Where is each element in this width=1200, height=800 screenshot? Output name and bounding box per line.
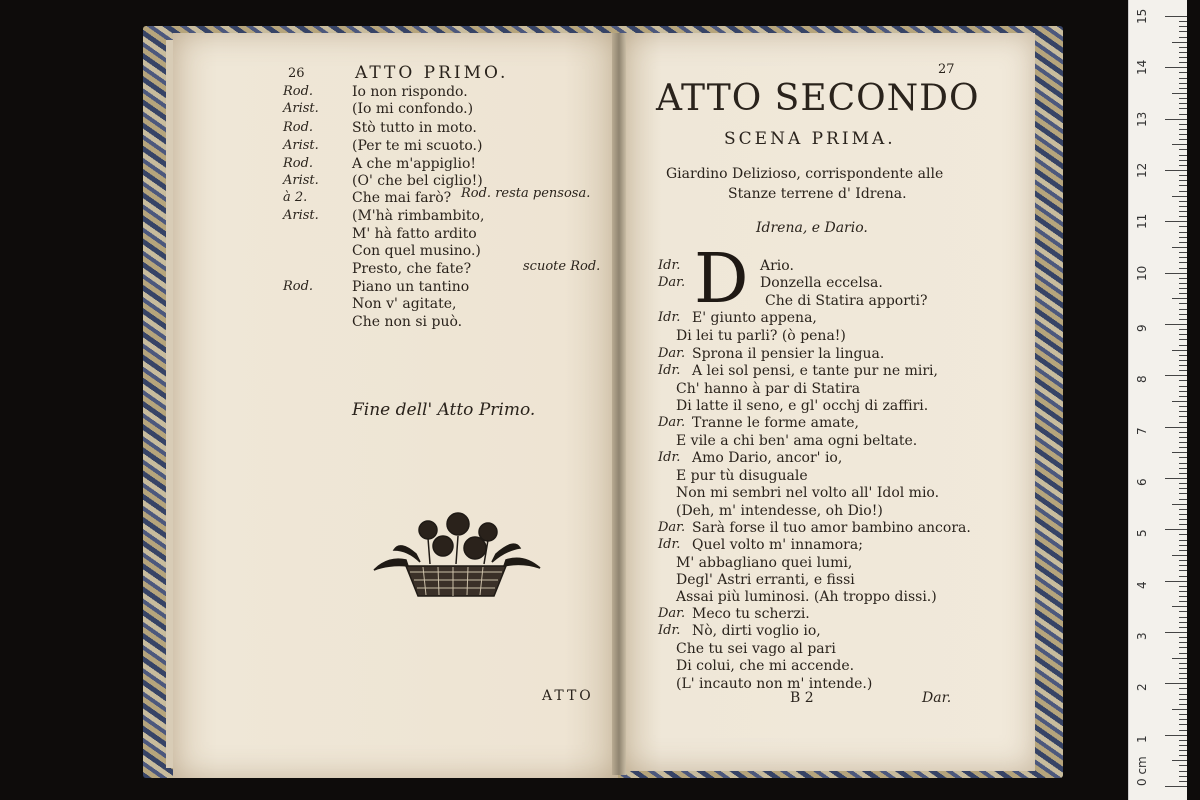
ruler-tick <box>1179 47 1187 48</box>
ruler-tick <box>1179 699 1187 700</box>
ruler-label: 12 <box>1135 162 1149 178</box>
ruler-tick <box>1165 170 1187 171</box>
ruler-tick <box>1179 303 1187 304</box>
verse-line: E pur tù disuguale <box>676 468 808 484</box>
ruler-tick <box>1165 324 1187 325</box>
speaker-label: Dar. <box>658 275 686 290</box>
ruler-tick <box>1179 396 1187 397</box>
ruler-tick <box>1172 298 1187 299</box>
speaker-label: Arist. <box>283 173 319 188</box>
ruler-tick <box>1179 730 1187 731</box>
ruler-tick <box>1179 704 1187 705</box>
ruler-tick <box>1179 339 1187 340</box>
ruler-tick <box>1179 724 1187 725</box>
act-title: ATTO SECONDO <box>656 78 980 119</box>
ruler-tick <box>1179 201 1187 202</box>
ruler-tick <box>1165 786 1187 787</box>
verse-line: Meco tu scherzi. <box>692 606 810 622</box>
book-gutter <box>612 33 626 775</box>
speaker-label: Rod. <box>283 84 314 99</box>
flower-basket-ornament <box>368 510 544 602</box>
characters-line: Idrena, e Dario. <box>756 220 868 236</box>
ruler-tick <box>1179 509 1187 510</box>
verse-line: Piano un tantino <box>352 279 470 295</box>
setting-line: Stanze terrene d' Idrena. <box>728 186 907 202</box>
ruler-label: 4 <box>1135 581 1149 589</box>
ruler-tick <box>1179 88 1187 89</box>
ruler-label: 13 <box>1135 111 1149 127</box>
ruler-tick <box>1172 196 1187 197</box>
ruler-tick <box>1179 226 1187 227</box>
verse-line: Sarà forse il tuo amor bambino ancora. <box>692 520 971 536</box>
ruler-tick <box>1179 72 1187 73</box>
ruler-tick <box>1179 576 1187 577</box>
ruler-tick <box>1172 760 1187 761</box>
ruler-tick <box>1165 119 1187 120</box>
ruler-tick <box>1179 565 1187 566</box>
verse-line: Sprona il pensier la lingua. <box>692 346 885 362</box>
speaker-label: Arist. <box>283 101 319 116</box>
ruler-tick <box>1179 534 1187 535</box>
verse-line: Tranne le forme amate, <box>692 415 860 431</box>
ruler-tick <box>1179 155 1187 156</box>
stage-direction: Rod. resta pensosa. <box>461 186 591 201</box>
speaker-label: Dar. <box>658 606 686 621</box>
ruler-label: 3 <box>1135 632 1149 640</box>
left-catchword: ATTO <box>542 688 594 704</box>
ruler-tick <box>1179 714 1187 715</box>
ruler-tick <box>1179 216 1187 217</box>
ruler-tick <box>1165 735 1187 736</box>
verse-line: (O' che bel ciglio!) <box>352 173 483 189</box>
ruler-tick <box>1179 139 1187 140</box>
ruler-tick <box>1179 191 1187 192</box>
verse-line: Di colui, che mi accende. <box>676 658 855 674</box>
verse-line: Non mi sembri nel volto all' Idol mio. <box>676 485 940 501</box>
ruler-tick <box>1179 37 1187 38</box>
right-catchword: Dar. <box>922 690 952 706</box>
ruler-tick <box>1179 637 1187 638</box>
ruler-tick <box>1179 386 1187 387</box>
ruler-tick <box>1179 365 1187 366</box>
ruler-tick <box>1172 658 1187 659</box>
verse-line: Io non rispondo. <box>352 84 468 100</box>
ruler-tick <box>1179 488 1187 489</box>
ruler-tick <box>1179 765 1187 766</box>
ruler-tick <box>1179 237 1187 238</box>
ruler-tick <box>1179 411 1187 412</box>
verse-line: Donzella eccelsa. <box>760 275 883 291</box>
ruler-tick <box>1179 663 1187 664</box>
ruler-tick <box>1179 447 1187 448</box>
ruler-tick <box>1172 350 1187 351</box>
ruler-tick <box>1179 257 1187 258</box>
speaker-label: Idr. <box>658 310 681 325</box>
ruler-tick <box>1179 180 1187 181</box>
ruler-tick <box>1179 108 1187 109</box>
ruler-tick <box>1179 627 1187 628</box>
ruler-tick <box>1179 319 1187 320</box>
ruler-label: 9 <box>1135 324 1149 332</box>
ruler-tick <box>1179 622 1187 623</box>
ruler-tick <box>1179 483 1187 484</box>
ruler-label: 10 <box>1135 265 1149 281</box>
verse-line: Che tu sei vago al pari <box>676 641 836 657</box>
ruler-tick <box>1179 293 1187 294</box>
ruler-tick <box>1165 67 1187 68</box>
ruler-tick <box>1179 745 1187 746</box>
ruler-tick <box>1172 401 1187 402</box>
ruler-tick <box>1179 114 1187 115</box>
ruler-tick <box>1179 283 1187 284</box>
verse-line: (L' incauto non m' intende.) <box>676 676 873 692</box>
ruler-tick <box>1179 370 1187 371</box>
ruler-tick <box>1179 437 1187 438</box>
speaker-label: Rod. <box>283 279 314 294</box>
ruler-tick <box>1165 273 1187 274</box>
ruler-tick <box>1179 134 1187 135</box>
ruler-tick <box>1179 545 1187 546</box>
verse-line: Che di Statira apporti? <box>765 293 928 309</box>
verse-line: (M'hà rimbambito, <box>352 208 485 224</box>
ruler-tick <box>1179 560 1187 561</box>
ruler-tick <box>1179 771 1187 772</box>
left-page-number: 26 <box>288 66 305 81</box>
verse-line: Di latte il seno, e gl' occhj di zaffiri. <box>676 398 929 414</box>
ruler-tick <box>1179 740 1187 741</box>
left-running-header: ATTO PRIMO. <box>355 63 509 83</box>
ruler-tick <box>1179 288 1187 289</box>
verse-line: Non v' agitate, <box>352 296 457 312</box>
speaker-label: Arist. <box>283 138 319 153</box>
ruler-tick <box>1165 581 1187 582</box>
act-end-line: Fine dell' Atto Primo. <box>352 400 536 420</box>
speaker-label: Arist. <box>283 208 319 223</box>
verse-line: (Per te mi scuoto.) <box>352 138 483 154</box>
ruler-tick <box>1165 632 1187 633</box>
ruler-label: 5 <box>1135 529 1149 538</box>
ruler-label: 6 <box>1135 478 1149 486</box>
speaker-label: Idr. <box>658 623 681 638</box>
ruler-tick <box>1172 606 1187 607</box>
ruler-tick <box>1172 93 1187 94</box>
ruler-label: 8 <box>1135 375 1149 384</box>
ruler-tick <box>1179 78 1187 79</box>
ruler-tick <box>1179 596 1187 597</box>
ruler-tick <box>1179 550 1187 551</box>
ruler-tick <box>1179 268 1187 269</box>
ruler-tick <box>1172 709 1187 710</box>
verse-line: Che mai farò? <box>352 190 452 206</box>
ruler-tick <box>1179 149 1187 150</box>
verse-line: E' giunto appena, <box>692 310 817 326</box>
measurement-ruler <box>1128 0 1187 800</box>
ruler-tick <box>1179 345 1187 346</box>
ruler-tick <box>1179 468 1187 469</box>
ruler-tick <box>1165 683 1187 684</box>
verse-line: Di lei tu parli? (ò pena!) <box>676 328 846 344</box>
verse-line: (Io mi confondo.) <box>352 101 474 117</box>
verse-line: (Deh, m' intendesse, oh Dio!) <box>676 503 883 519</box>
ruler-tick <box>1179 719 1187 720</box>
speaker-label: Rod. <box>283 120 314 135</box>
ruler-tick <box>1179 355 1187 356</box>
ruler-tick <box>1165 478 1187 479</box>
verse-line: Presto, che fate? <box>352 261 472 277</box>
ruler-tick <box>1179 570 1187 571</box>
ruler-tick <box>1179 252 1187 253</box>
ruler-tick <box>1179 406 1187 407</box>
ruler-tick <box>1179 416 1187 417</box>
ruler-tick <box>1179 668 1187 669</box>
ruler-tick <box>1179 514 1187 515</box>
verse-line: Stò tutto in moto. <box>352 120 477 136</box>
ruler-tick <box>1179 524 1187 525</box>
ruler-tick <box>1179 457 1187 458</box>
verse-line: Ario. <box>760 258 794 274</box>
ruler-tick <box>1179 647 1187 648</box>
verse-line: Quel volto m' innamora; <box>692 537 863 553</box>
speaker-label: Dar. <box>658 520 686 535</box>
ruler-tick <box>1179 781 1187 782</box>
ruler-tick <box>1179 391 1187 392</box>
ruler-tick <box>1179 463 1187 464</box>
verse-line: Ch' hanno à par di Statira <box>676 381 861 397</box>
verse-line: A lei sol pensi, e tante pur ne miri, <box>692 363 938 379</box>
ruler-tick <box>1179 334 1187 335</box>
ruler-tick <box>1179 519 1187 520</box>
speaker-label: à 2. <box>283 190 308 205</box>
ruler-tick <box>1179 329 1187 330</box>
ruler-tick <box>1179 617 1187 618</box>
ruler-tick <box>1179 694 1187 695</box>
ruler-tick <box>1179 776 1187 777</box>
ruler-tick <box>1179 262 1187 263</box>
stage-direction: scuote Rod. <box>523 259 601 274</box>
ruler-tick <box>1172 144 1187 145</box>
ruler-tick <box>1179 211 1187 212</box>
speaker-label: Dar. <box>658 415 686 430</box>
ruler-tick <box>1179 31 1187 32</box>
ruler-tick <box>1179 185 1187 186</box>
ruler-tick <box>1179 750 1187 751</box>
ruler-tick <box>1179 278 1187 279</box>
ruler-tick <box>1179 653 1187 654</box>
ruler-tick <box>1179 499 1187 500</box>
ruler-tick <box>1179 601 1187 602</box>
ruler-tick <box>1179 242 1187 243</box>
right-page-number: 27 <box>938 62 955 77</box>
ruler-tick <box>1179 83 1187 84</box>
ruler-tick <box>1179 678 1187 679</box>
ruler-tick <box>1179 586 1187 587</box>
ruler-tick <box>1172 42 1187 43</box>
ruler-tick <box>1179 611 1187 612</box>
ruler-tick <box>1165 16 1187 17</box>
ruler-label: 2 <box>1135 683 1149 692</box>
ruler-tick <box>1179 52 1187 53</box>
ruler-tick <box>1179 673 1187 674</box>
ruler-label: 14 <box>1135 60 1149 76</box>
verse-line: A che m'appiglio! <box>352 156 476 172</box>
ruler-tick <box>1179 314 1187 315</box>
ruler-tick <box>1179 642 1187 643</box>
speaker-label: Idr. <box>658 537 681 552</box>
ruler-tick <box>1172 247 1187 248</box>
speaker-label: Rod. <box>283 156 314 171</box>
verse-line: Amo Dario, ancor' io, <box>692 450 843 466</box>
ruler-tick <box>1179 380 1187 381</box>
ruler-tick <box>1179 21 1187 22</box>
ruler-tick <box>1179 165 1187 166</box>
ruler-tick <box>1179 432 1187 433</box>
ruler-tick <box>1179 360 1187 361</box>
drop-capital: D <box>694 240 749 319</box>
ruler-tick <box>1172 504 1187 505</box>
signature-mark: B 2 <box>790 690 814 706</box>
ruler-tick <box>1179 493 1187 494</box>
ruler-tick <box>1165 529 1187 530</box>
ruler-tick <box>1179 103 1187 104</box>
ruler-tick <box>1179 206 1187 207</box>
ruler-tick <box>1179 473 1187 474</box>
ruler-tick <box>1179 232 1187 233</box>
ruler-tick <box>1179 540 1187 541</box>
ruler-tick <box>1179 309 1187 310</box>
verse-line: Con quel musino.) <box>352 243 481 259</box>
ruler-tick <box>1179 755 1187 756</box>
speaker-label: Dar. <box>658 346 686 361</box>
verse-line: Degl' Astri erranti, e fissi <box>676 572 855 588</box>
ruler-tick <box>1179 124 1187 125</box>
speaker-label: Idr. <box>658 258 681 273</box>
verse-line: Che non si può. <box>352 314 463 330</box>
ruler-label: 7 <box>1135 427 1149 435</box>
ruler-tick <box>1179 129 1187 130</box>
speaker-label: Idr. <box>658 363 681 378</box>
ruler-tick <box>1172 555 1187 556</box>
scene-title: SCENA PRIMA. <box>724 129 896 149</box>
verse-line: Assai più luminosi. (Ah troppo dissi.) <box>676 589 937 605</box>
ruler-tick <box>1179 57 1187 58</box>
ruler-tick <box>1165 375 1187 376</box>
ruler-tick <box>1179 62 1187 63</box>
speaker-label: Idr. <box>658 450 681 465</box>
ruler-tick <box>1179 591 1187 592</box>
ruler-tick <box>1179 26 1187 27</box>
ruler-tick <box>1179 442 1187 443</box>
verse-line: M' hà fatto ardito <box>352 226 477 242</box>
ruler-tick <box>1179 98 1187 99</box>
ruler-tick <box>1165 221 1187 222</box>
ruler-tick <box>1179 422 1187 423</box>
ruler-tick <box>1179 175 1187 176</box>
setting-line: Giardino Delizioso, corrispondente alle <box>666 166 944 182</box>
ruler-tick <box>1179 160 1187 161</box>
ruler-label: 11 <box>1135 214 1149 230</box>
verse-line: E vile a chi ben' ama ogni beltate. <box>676 433 918 449</box>
verse-line: M' abbagliano quei lumi, <box>676 555 853 571</box>
verse-line: Nò, dirti voglio io, <box>692 623 821 639</box>
ruler-label: 1 <box>1135 735 1149 743</box>
ruler-label: 0 cm <box>1135 756 1149 786</box>
ruler-tick <box>1179 688 1187 689</box>
ruler-tick <box>1172 452 1187 453</box>
ruler-tick <box>1165 427 1187 428</box>
ruler-label: 15 <box>1135 8 1149 24</box>
